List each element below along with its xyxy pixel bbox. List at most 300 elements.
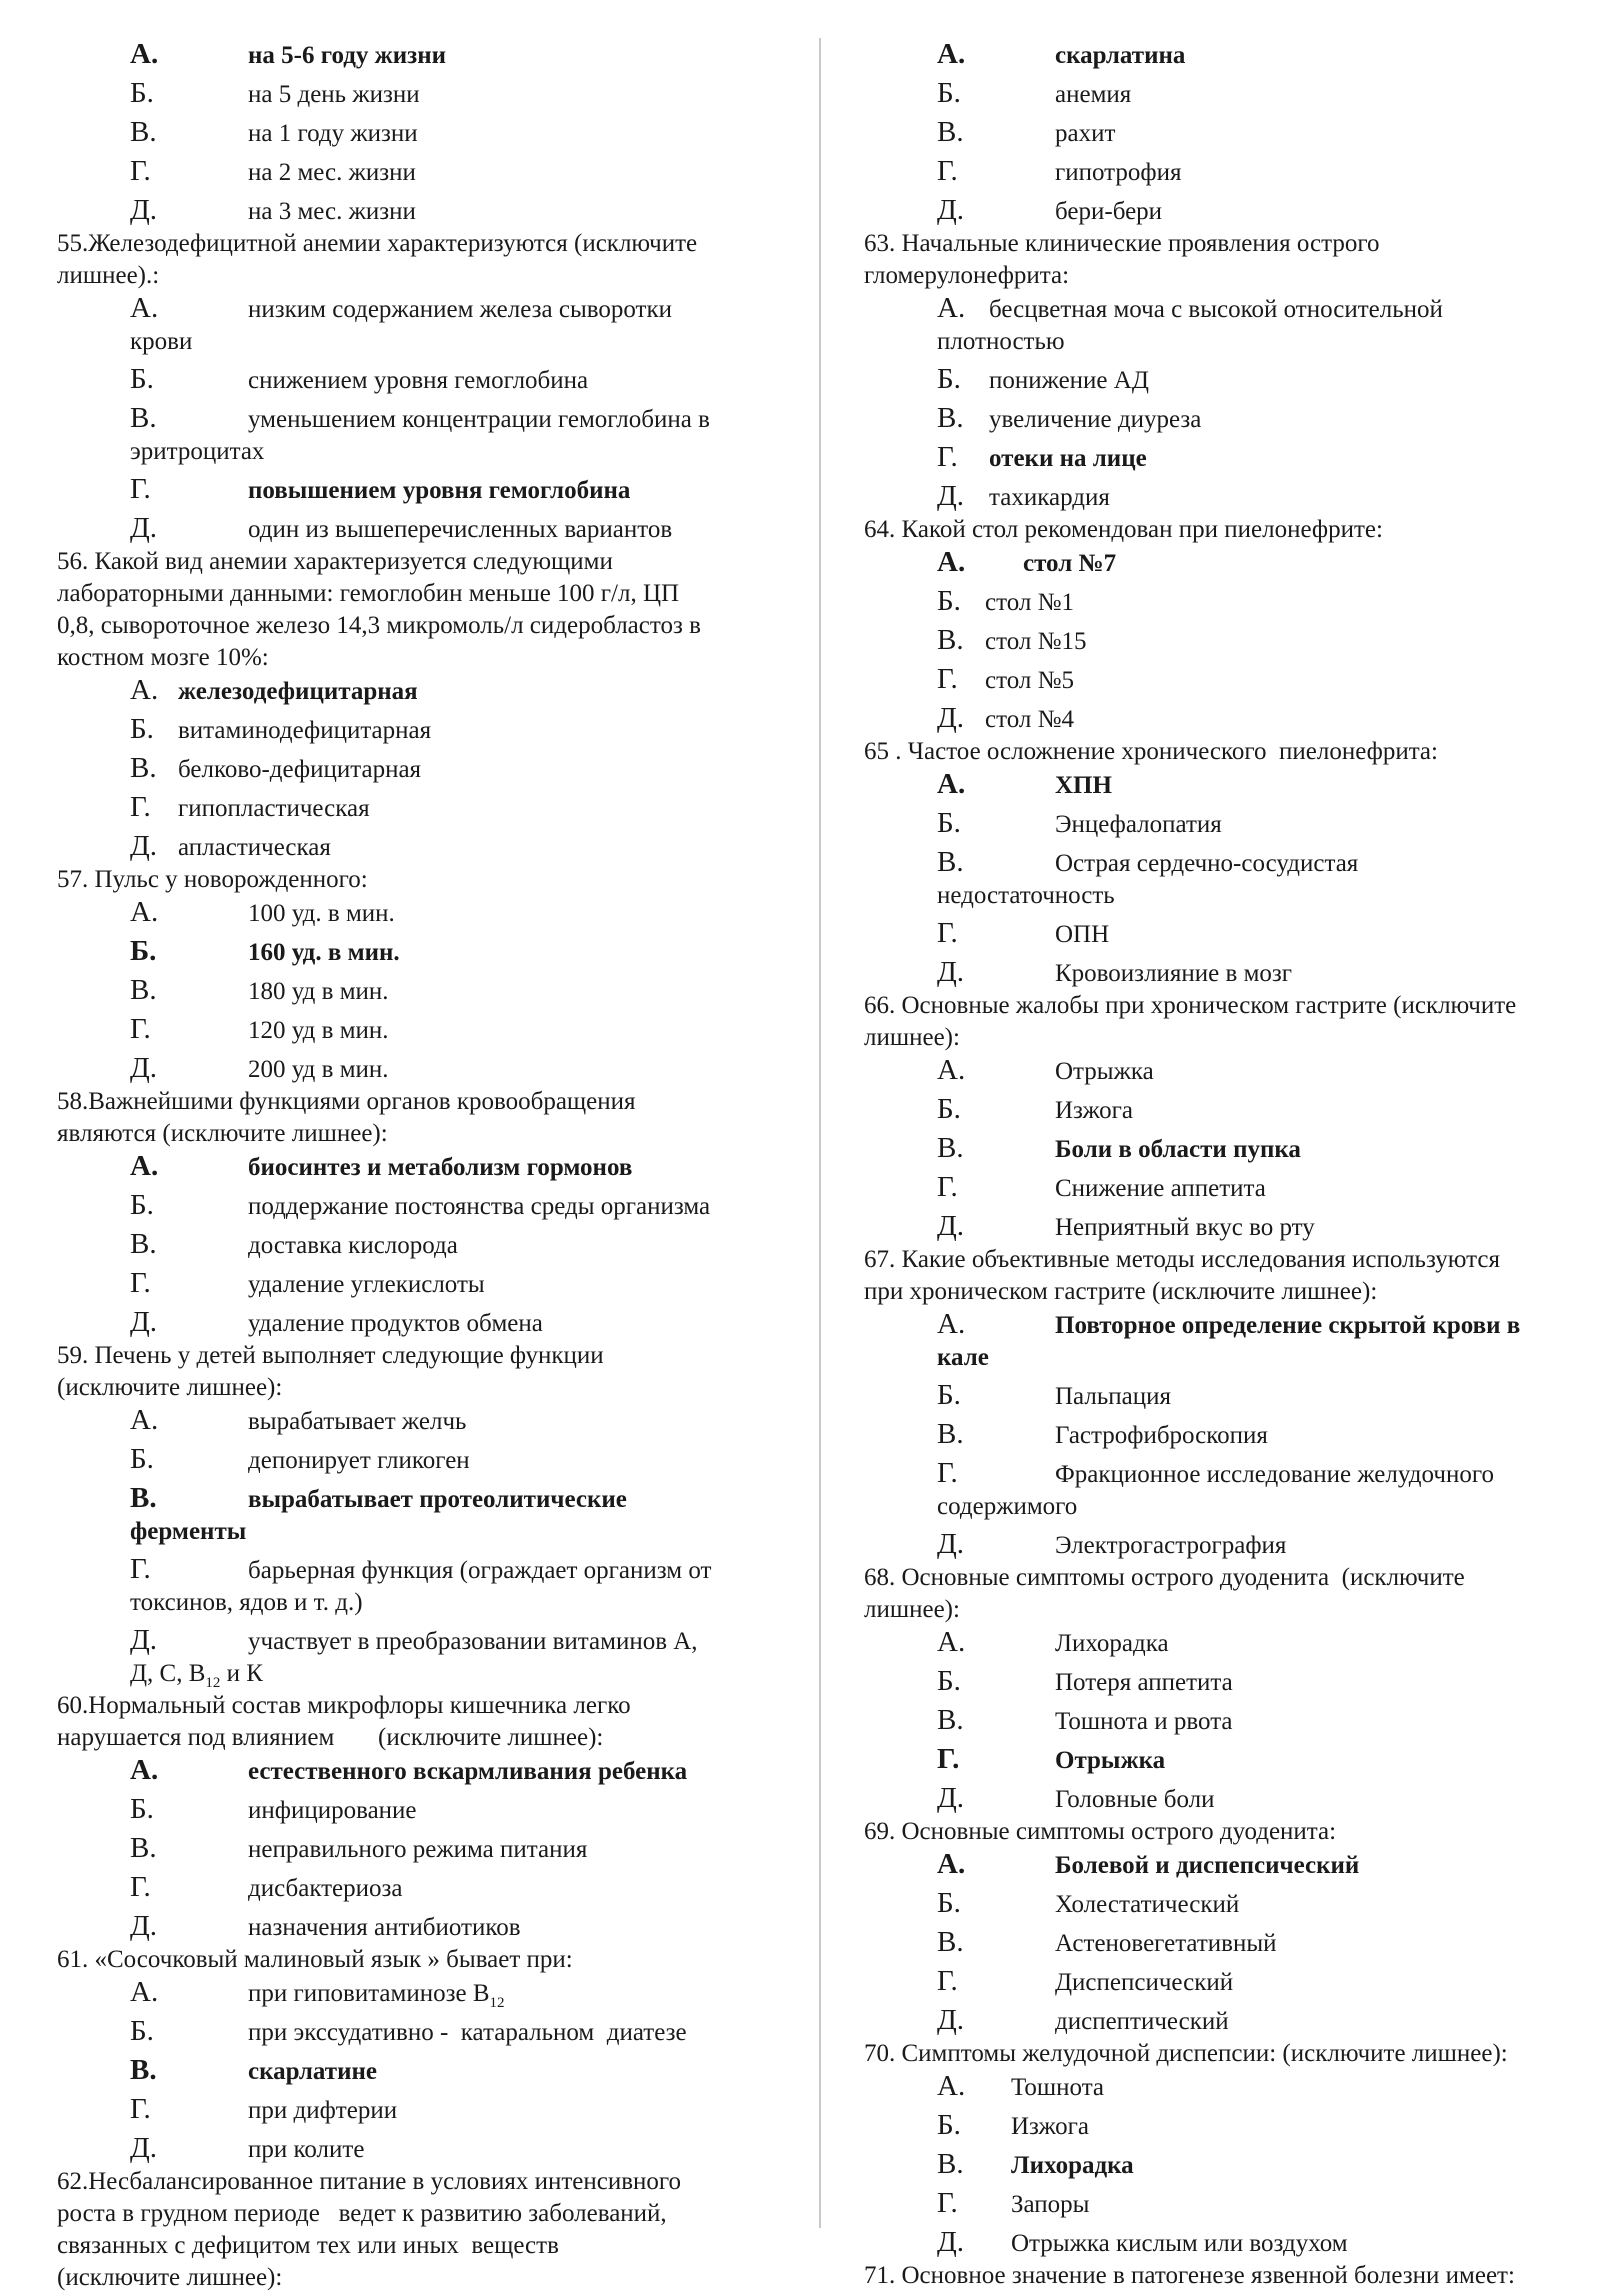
question-62: [57, 2166, 757, 2294]
option-wrap-line: [57, 1658, 757, 1690]
option-text: Снижение аппетита: [1055, 1175, 1266, 1202]
option-letter: Д.: [937, 956, 965, 988]
question-title: роста в грудном периоде ведет к развитию заболеваний,: [57, 2200, 667, 2227]
option-text: ХПН: [1055, 772, 1112, 799]
option-letter: Д.: [130, 512, 158, 544]
question-title: 67. Какие объективные методы исследования используются: [864, 1246, 1500, 1273]
question-title: 63. Начальные клинические проявления острого: [864, 230, 1380, 257]
answer-option: [57, 1013, 757, 1047]
question-67: [864, 1244, 1574, 1562]
question-title: 65 . Частое осложнение хронического пиелонефрита:: [864, 738, 1438, 765]
question-title: 66. Основные жалобы при хроническом гастрите (исключите: [864, 992, 1517, 1019]
option-text: депонирует гликоген: [248, 1447, 470, 1474]
option-text: Астеновегетативный: [1055, 1930, 1277, 1957]
option-letter: Д.: [130, 1052, 158, 1084]
option-text: барьерная функция (ограждает организм от: [248, 1557, 712, 1584]
option-text: Запоры: [1011, 2191, 1090, 2218]
question-61: [57, 1944, 757, 2166]
option-letter: Г.: [130, 2093, 151, 2125]
answer-option: [57, 1228, 757, 1262]
option-letter: А.: [130, 896, 159, 928]
option-letter: Г.: [937, 441, 958, 473]
option-text: низким содержанием железа сыворотки: [248, 296, 672, 323]
question-title: 60.Нормальный состав микрофлоры кишечника легко: [57, 1692, 631, 1719]
answer-option: [57, 2093, 757, 2127]
option-text: 180 уд в мин.: [248, 978, 389, 1005]
answer-option: [864, 1171, 1574, 1205]
option-letter: Д.: [130, 1306, 158, 1338]
option-text: на 3 мес. жизни: [248, 198, 416, 225]
answer-option: [864, 1626, 1574, 1660]
option-text: вырабатывает протеолитические: [248, 1486, 627, 1513]
option-text: Отрыжка: [1055, 1747, 1166, 1774]
option-text: доставка кислорода: [248, 1232, 458, 1259]
answer-option: [57, 1482, 757, 1516]
option-letter: Г.: [130, 791, 151, 823]
option-letter: Д.: [937, 194, 965, 226]
option-letter: А.: [130, 38, 159, 70]
option-letter: Д.: [130, 194, 158, 226]
option-text: тахикардия: [989, 484, 1110, 511]
answer-option: [864, 702, 1574, 736]
answer-option: [57, 935, 757, 969]
question-title: 69. Основные симптомы острого дуоденита:: [864, 1818, 1337, 1845]
question-title: гломерулонефрита:: [864, 262, 1070, 289]
answer-option: [57, 116, 757, 150]
q62-options: [864, 38, 1574, 228]
question-66: [864, 990, 1574, 1244]
answer-option: [864, 363, 1574, 397]
option-text: понижение АД: [989, 367, 1149, 394]
option-letter: Б.: [937, 1887, 961, 1919]
option-letter: Д.: [937, 1528, 965, 1560]
option-letter: Г.: [130, 1267, 151, 1299]
question-title: 62.Несбалансированное питание в условиях интенсивного: [57, 2168, 682, 2195]
question-title: связанных с дефицитом тех или иных веществ: [57, 2232, 559, 2259]
option-letter: Б.: [937, 585, 961, 617]
option-letter: Б.: [937, 807, 961, 839]
answer-option: [57, 713, 757, 747]
answer-option: [57, 38, 757, 72]
option-letter: Б.: [130, 77, 154, 109]
option-letter: Б.: [937, 2109, 961, 2141]
question-65: [864, 736, 1574, 990]
answer-option: [864, 155, 1574, 189]
question-title: 70. Симптомы желудочной диспепсии: (исключите лишнее):: [864, 2040, 1508, 2067]
right-column: [864, 38, 1574, 2292]
option-text: удаление углекислоты: [248, 1271, 485, 1298]
option-text: Пальпация: [1055, 1383, 1171, 1410]
option-letter: Д.: [130, 1624, 158, 1656]
option-text: Диспепсический: [1055, 1969, 1234, 1996]
option-text: естественного вскармливания ребенка: [248, 1758, 688, 1785]
answer-option: [864, 2187, 1574, 2221]
answer-option: [864, 1848, 1574, 1882]
option-text: неправильного режима питания: [248, 1836, 588, 1863]
option-letter: В.: [130, 752, 157, 784]
column-divider: [819, 38, 821, 2228]
answer-option: [864, 956, 1574, 990]
option-text: назначения антибиотиков: [248, 1914, 521, 1941]
option-letter: Б.: [937, 1665, 961, 1697]
option-letter: Г.: [937, 2187, 958, 2219]
answer-option: [57, 77, 757, 111]
option-text: стол №15: [985, 628, 1087, 655]
answer-option: [864, 1210, 1574, 1244]
answer-option: [864, 480, 1574, 514]
option-text: 100 уд. в мин.: [248, 900, 395, 927]
question-64: [864, 514, 1574, 736]
option-wrap-line: кале: [937, 1344, 989, 1371]
option-letter: Д.: [130, 1910, 158, 1942]
answer-option: [864, 846, 1574, 880]
option-text: при колите: [248, 2136, 365, 2163]
option-text: Изжога: [1011, 2113, 1089, 2140]
option-text: увеличение диуреза: [989, 406, 1202, 433]
answer-option: [864, 1743, 1574, 1777]
question-title: лишнее):: [864, 1596, 960, 1623]
option-text: Лихорадка: [1011, 2152, 1134, 2179]
answer-option: [57, 2054, 757, 2088]
option-letter: А.: [130, 674, 159, 706]
option-letter: Б.: [937, 1093, 961, 1125]
option-text: и К: [220, 1660, 263, 1687]
option-letter: Б.: [937, 77, 961, 109]
option-letter: Д.: [937, 480, 965, 512]
option-wrap-line: эритроцитах: [130, 438, 265, 465]
answer-option: [864, 2004, 1574, 2038]
option-text: снижением уровня гемоглобина: [248, 367, 589, 394]
answer-option: [864, 1704, 1574, 1738]
option-letter: Б.: [130, 713, 154, 745]
option-text: Повторное определение скрытой крови в: [1055, 1312, 1521, 1339]
option-wrap-line: ферменты: [130, 1518, 247, 1545]
option-text: вырабатывает желчь: [248, 1408, 467, 1435]
question-title: костном мозге 10%:: [57, 644, 269, 671]
option-text: биосинтез и метаболизм гормонов: [248, 1154, 633, 1181]
option-letter: Г.: [937, 663, 958, 695]
question-title: 56. Какой вид анемии характеризуется следующими: [57, 548, 613, 575]
option-letter: В.: [937, 2148, 964, 2180]
option-letter: А.: [130, 1150, 159, 1182]
option-letter: Г.: [130, 155, 151, 187]
option-text: Тошнота и рвота: [1055, 1708, 1233, 1735]
option-letter: А.: [937, 292, 966, 324]
option-letter: В.: [937, 1704, 964, 1736]
answer-option: [864, 1093, 1574, 1127]
option-text: бесцветная моча с высокой относительной: [989, 296, 1443, 323]
option-letter: Д.: [937, 2004, 965, 2036]
answer-option: [57, 1832, 757, 1866]
question-58: [57, 1086, 757, 1340]
option-text: стол №4: [985, 706, 1074, 733]
option-letter: В.: [130, 1832, 157, 1864]
answer-option: [57, 1793, 757, 1827]
option-letter: В.: [130, 2054, 157, 2086]
option-letter: Б.: [937, 1379, 961, 1411]
option-text: бери-бери: [1055, 198, 1163, 225]
question-title: 58.Важнейшими функциями органов кровообращения: [57, 1088, 636, 1115]
option-text: Гастрофиброскопия: [1055, 1422, 1268, 1449]
question-title: 71. Основное значение в патогенезе язвенной болезни имеет:: [864, 2262, 1515, 2289]
question-title: лишнее).:: [57, 262, 160, 289]
option-letter: Г.: [937, 1743, 960, 1775]
option-letter: Б.: [130, 1793, 154, 1825]
answer-option: [57, 512, 757, 546]
answer-option: [864, 768, 1574, 802]
option-text: Головные боли: [1055, 1786, 1215, 1813]
option-letter: Г.: [130, 1553, 151, 1585]
answer-option: [864, 292, 1574, 326]
answer-option: [864, 194, 1574, 228]
answer-option: [57, 1052, 757, 1086]
option-text: при дифтерии: [248, 2097, 398, 2124]
option-text: гипотрофия: [1055, 159, 1182, 186]
option-letter: Б.: [130, 2015, 154, 2047]
question-63: [864, 228, 1574, 514]
question-title: (исключите лишнее):: [57, 1374, 283, 1401]
option-letter: В.: [130, 1482, 157, 1514]
answer-option: [864, 1054, 1574, 1088]
option-text: рахит: [1055, 120, 1116, 147]
option-text: Лихорадка: [1055, 1630, 1169, 1657]
option-letter: Г.: [937, 1171, 958, 1203]
option-letter: В.: [130, 974, 157, 1006]
option-letter: А.: [130, 1404, 159, 1436]
answer-option: [57, 1189, 757, 1223]
question-title: нарушается под влиянием (исключите лишнее):: [57, 1724, 604, 1751]
question-55: [57, 228, 757, 546]
answer-option: [57, 974, 757, 1008]
answer-option: [864, 1308, 1574, 1342]
option-letter: Б.: [130, 363, 154, 395]
option-text: апластическая: [178, 834, 331, 861]
answer-option: [864, 38, 1574, 72]
question-title: 61. «Сосочковый малиновый язык » бывает при:: [57, 1946, 573, 1973]
option-letter: В.: [937, 1926, 964, 1958]
option-text: Изжога: [1055, 1097, 1133, 1124]
question-57: [57, 864, 757, 1086]
answer-option: [57, 1976, 757, 2010]
option-letter: Д.: [130, 830, 158, 862]
option-text: белково-дефицитарная: [178, 756, 422, 783]
option-letter: А.: [130, 292, 159, 324]
option-text: 160 уд. в мин.: [248, 939, 400, 966]
question-title: 64. Какой стол рекомендован при пиелонефрите:: [864, 516, 1383, 543]
answer-option: [864, 1665, 1574, 1699]
option-text: витаминодефицитарная: [178, 717, 432, 744]
answer-option: [864, 807, 1574, 841]
option-letter: В.: [130, 116, 157, 148]
option-text: анемия: [1055, 81, 1132, 108]
option-letter: А.: [937, 1626, 966, 1658]
subscript: 12: [205, 1675, 221, 1691]
answer-option: [57, 2015, 757, 2049]
answer-option: [864, 1782, 1574, 1816]
option-text: Холестатический: [1055, 1891, 1240, 1918]
option-text: участвует в преобразовании витаминов А,: [248, 1628, 698, 1655]
answer-option: [864, 402, 1574, 436]
option-letter: В.: [937, 846, 964, 878]
question-71: [864, 2260, 1574, 2292]
option-text: Кровоизлияние в мозг: [1055, 960, 1293, 987]
answer-option: [57, 674, 757, 708]
option-text: ОПН: [1055, 921, 1110, 948]
answer-option: [864, 546, 1574, 580]
option-letter: Б.: [937, 363, 961, 395]
question-title: (исключите лишнее):: [57, 2264, 283, 2291]
option-text: Боли в области пупка: [1055, 1136, 1301, 1163]
answer-option: [57, 830, 757, 864]
option-wrap-line: крови: [130, 328, 193, 355]
option-letter: А.: [937, 546, 966, 578]
answer-option: [864, 1926, 1574, 1960]
option-text: Отрыжка: [1055, 1058, 1154, 1085]
answer-option: [57, 363, 757, 397]
option-text: стол №7: [1023, 550, 1117, 577]
answer-option: [864, 624, 1574, 658]
answer-option: [864, 917, 1574, 951]
answer-option: [57, 791, 757, 825]
option-letter: Г.: [937, 1965, 958, 1997]
option-text: поддержание постоянства среды организма: [248, 1193, 711, 1220]
option-letter: А.: [937, 1308, 966, 1340]
option-letter: Б.: [130, 1189, 154, 1221]
answer-option: [864, 1965, 1574, 1999]
answer-option: [864, 116, 1574, 150]
option-letter: Д.: [130, 2132, 158, 2164]
answer-option: [57, 1871, 757, 1905]
question-69: [864, 1816, 1574, 2038]
option-letter: Г.: [937, 917, 958, 949]
answer-option: [57, 1443, 757, 1477]
option-text: стол №1: [985, 589, 1074, 616]
option-text: Д, С, В: [130, 1660, 206, 1687]
option-letter: В.: [130, 1228, 157, 1260]
answer-option: [57, 2132, 757, 2166]
option-wrap-line: токсинов, ядов и т. д.): [130, 1589, 363, 1616]
question-title: лабораторными данными: гемоглобин меньше 100 г/л, ЦП: [57, 580, 680, 607]
option-letter: Г.: [937, 155, 958, 187]
option-text: Электрогастрография: [1055, 1532, 1287, 1559]
question-title: лишнее):: [864, 1024, 960, 1051]
option-letter: А.: [937, 1848, 966, 1880]
option-letter: Д.: [937, 1782, 965, 1814]
option-letter: Г.: [130, 1013, 151, 1045]
option-letter: В.: [130, 402, 157, 434]
option-letter: Б.: [130, 935, 157, 967]
answer-option: [864, 1379, 1574, 1413]
question-title: при хроническом гастрите (исключите лишнее):: [864, 1278, 1378, 1305]
option-text: Тошнота: [1011, 2074, 1105, 2101]
answer-option: [57, 1910, 757, 1944]
answer-option: [57, 402, 757, 436]
answer-option: [57, 1306, 757, 1340]
option-letter: А.: [937, 1054, 966, 1086]
question-title: 57. Пульс у новорожденного:: [57, 866, 368, 893]
answer-option: [864, 1132, 1574, 1166]
answer-option: [864, 2226, 1574, 2260]
q54-options: [57, 38, 757, 228]
option-letter: В.: [937, 116, 964, 148]
option-letter: Г.: [130, 1871, 151, 1903]
answer-option: [57, 155, 757, 189]
option-letter: А.: [937, 2070, 966, 2102]
option-wrap-line: плотностью: [937, 328, 1065, 355]
option-text: на 5 день жизни: [248, 81, 420, 108]
answer-option: [864, 1457, 1574, 1491]
answer-option: [864, 2148, 1574, 2182]
answer-option: [57, 1404, 757, 1438]
answer-option: [864, 77, 1574, 111]
option-text: скарлатине: [248, 2058, 377, 2085]
left-column: [57, 38, 757, 2294]
answer-option: [57, 473, 757, 507]
question-title: 68. Основные симптомы острого дуоденита (исключите: [864, 1564, 1465, 1591]
answer-option: [57, 896, 757, 930]
option-text: удаление продуктов обмена: [248, 1310, 543, 1337]
answer-option: [864, 2109, 1574, 2143]
option-text: при гиповитаминозе В: [248, 1980, 490, 2007]
option-letter: Б.: [130, 1443, 154, 1475]
question-title: 0,8, сывороточное железо 14,3 микромоль/л сидеробластоз в: [57, 612, 701, 639]
option-text: один из вышеперечисленных вариантов: [248, 516, 673, 543]
answer-option: [57, 1267, 757, 1301]
option-text: 120 уд в мин.: [248, 1017, 389, 1044]
option-text: диспептический: [1055, 2008, 1229, 2035]
answer-option: [57, 1553, 757, 1587]
option-text: на 5-6 году жизни: [248, 42, 447, 69]
option-text: железодефицитарная: [178, 678, 418, 705]
option-letter: А.: [937, 768, 966, 800]
option-letter: В.: [937, 624, 964, 656]
answer-option: [864, 1528, 1574, 1562]
question-title: являются (исключите лишнее):: [57, 1120, 388, 1147]
option-text: на 1 году жизни: [248, 120, 418, 147]
option-text: стол №5: [985, 667, 1074, 694]
question-56: [57, 546, 757, 864]
option-letter: А.: [130, 1976, 159, 2008]
answer-option: [864, 1418, 1574, 1452]
answer-option: [57, 194, 757, 228]
option-text: Острая сердечно-сосудистая: [1055, 850, 1359, 877]
answer-option: [57, 292, 757, 326]
option-text: гипопластическая: [178, 795, 370, 822]
option-text: скарлатина: [1055, 42, 1186, 69]
option-letter: А.: [937, 38, 966, 70]
option-text: Болевой и диспепсический: [1055, 1852, 1360, 1879]
option-letter: Г.: [130, 473, 151, 505]
option-text: дисбактериоза: [248, 1875, 403, 1902]
option-text: Фракционное исследование желудочного: [1055, 1461, 1494, 1488]
question-title: 55.Железодефицитной анемии характеризуются (исключите: [57, 230, 698, 257]
option-letter: Г.: [937, 1457, 958, 1489]
option-wrap-line: содержимого: [937, 1493, 1078, 1520]
subscript: 12: [489, 1995, 505, 2011]
option-text: отеки на лице: [989, 445, 1147, 472]
question-70: [864, 2038, 1574, 2260]
answer-option: [864, 585, 1574, 619]
option-text: на 2 мес. жизни: [248, 159, 416, 186]
question-title: 59. Печень у детей выполняет следующие функции: [57, 1342, 604, 1369]
option-text: Потеря аппетита: [1055, 1669, 1233, 1696]
question-68: [864, 1562, 1574, 1816]
option-letter: А.: [130, 1754, 159, 1786]
option-letter: В.: [937, 1418, 964, 1450]
question-60: [57, 1690, 757, 1944]
option-text: при экссудативно - катаральном диатезе: [248, 2019, 687, 2046]
answer-option: [864, 663, 1574, 697]
